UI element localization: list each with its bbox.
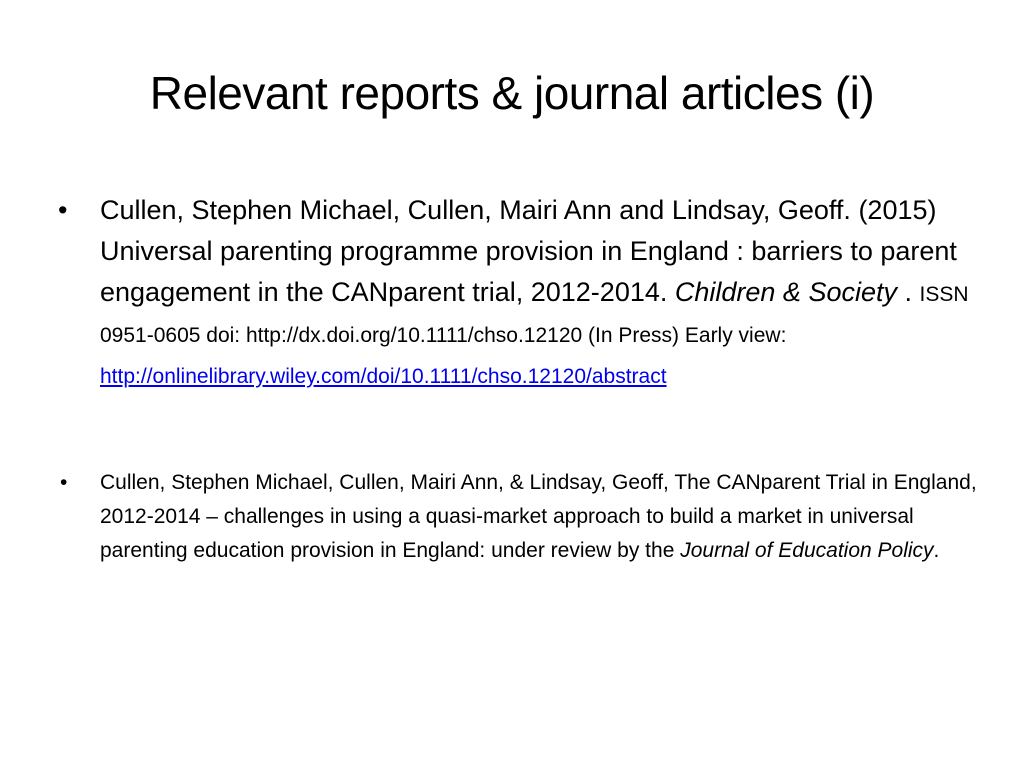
slide-title: Relevant reports & journal articles (i) <box>149 67 875 119</box>
journal-name: Children & Society <box>674 277 897 307</box>
journal-name: Journal of Education Policy <box>680 539 934 562</box>
reference-text: Cullen, Stephen Michael, Cullen, Mairi Ann and Lindsay, Geoff. (2015) Universal parenting programme provision in England : barriers to parent engagement in the CANparent trial, 2012-2014. <box>100 195 957 307</box>
period: . <box>933 539 940 562</box>
reference-1 <box>58 190 980 395</box>
abstract-link[interactable]: http://onlinelibrary.wiley.com/doi/10.1111/chso.12120/abstract <box>100 365 667 388</box>
reference-text: Cullen, Stephen Michael, Cullen, Mairi Ann, & Lindsay, Geoff, The CANparent Trial in England, 2012-2014 – challenges in using a quasi-market approach to build a market in universal parenting education provision in England: under review by the <box>100 471 977 562</box>
reference-2 <box>60 466 980 568</box>
bullet-icon: • <box>60 471 68 494</box>
issn-doi: ISSN 0951-0605 doi: http://dx.doi.org/10.1111/chso.12120 (In Press) Early view: <box>100 283 969 347</box>
separator: . <box>896 277 920 307</box>
bullet-icon: • <box>58 195 68 225</box>
